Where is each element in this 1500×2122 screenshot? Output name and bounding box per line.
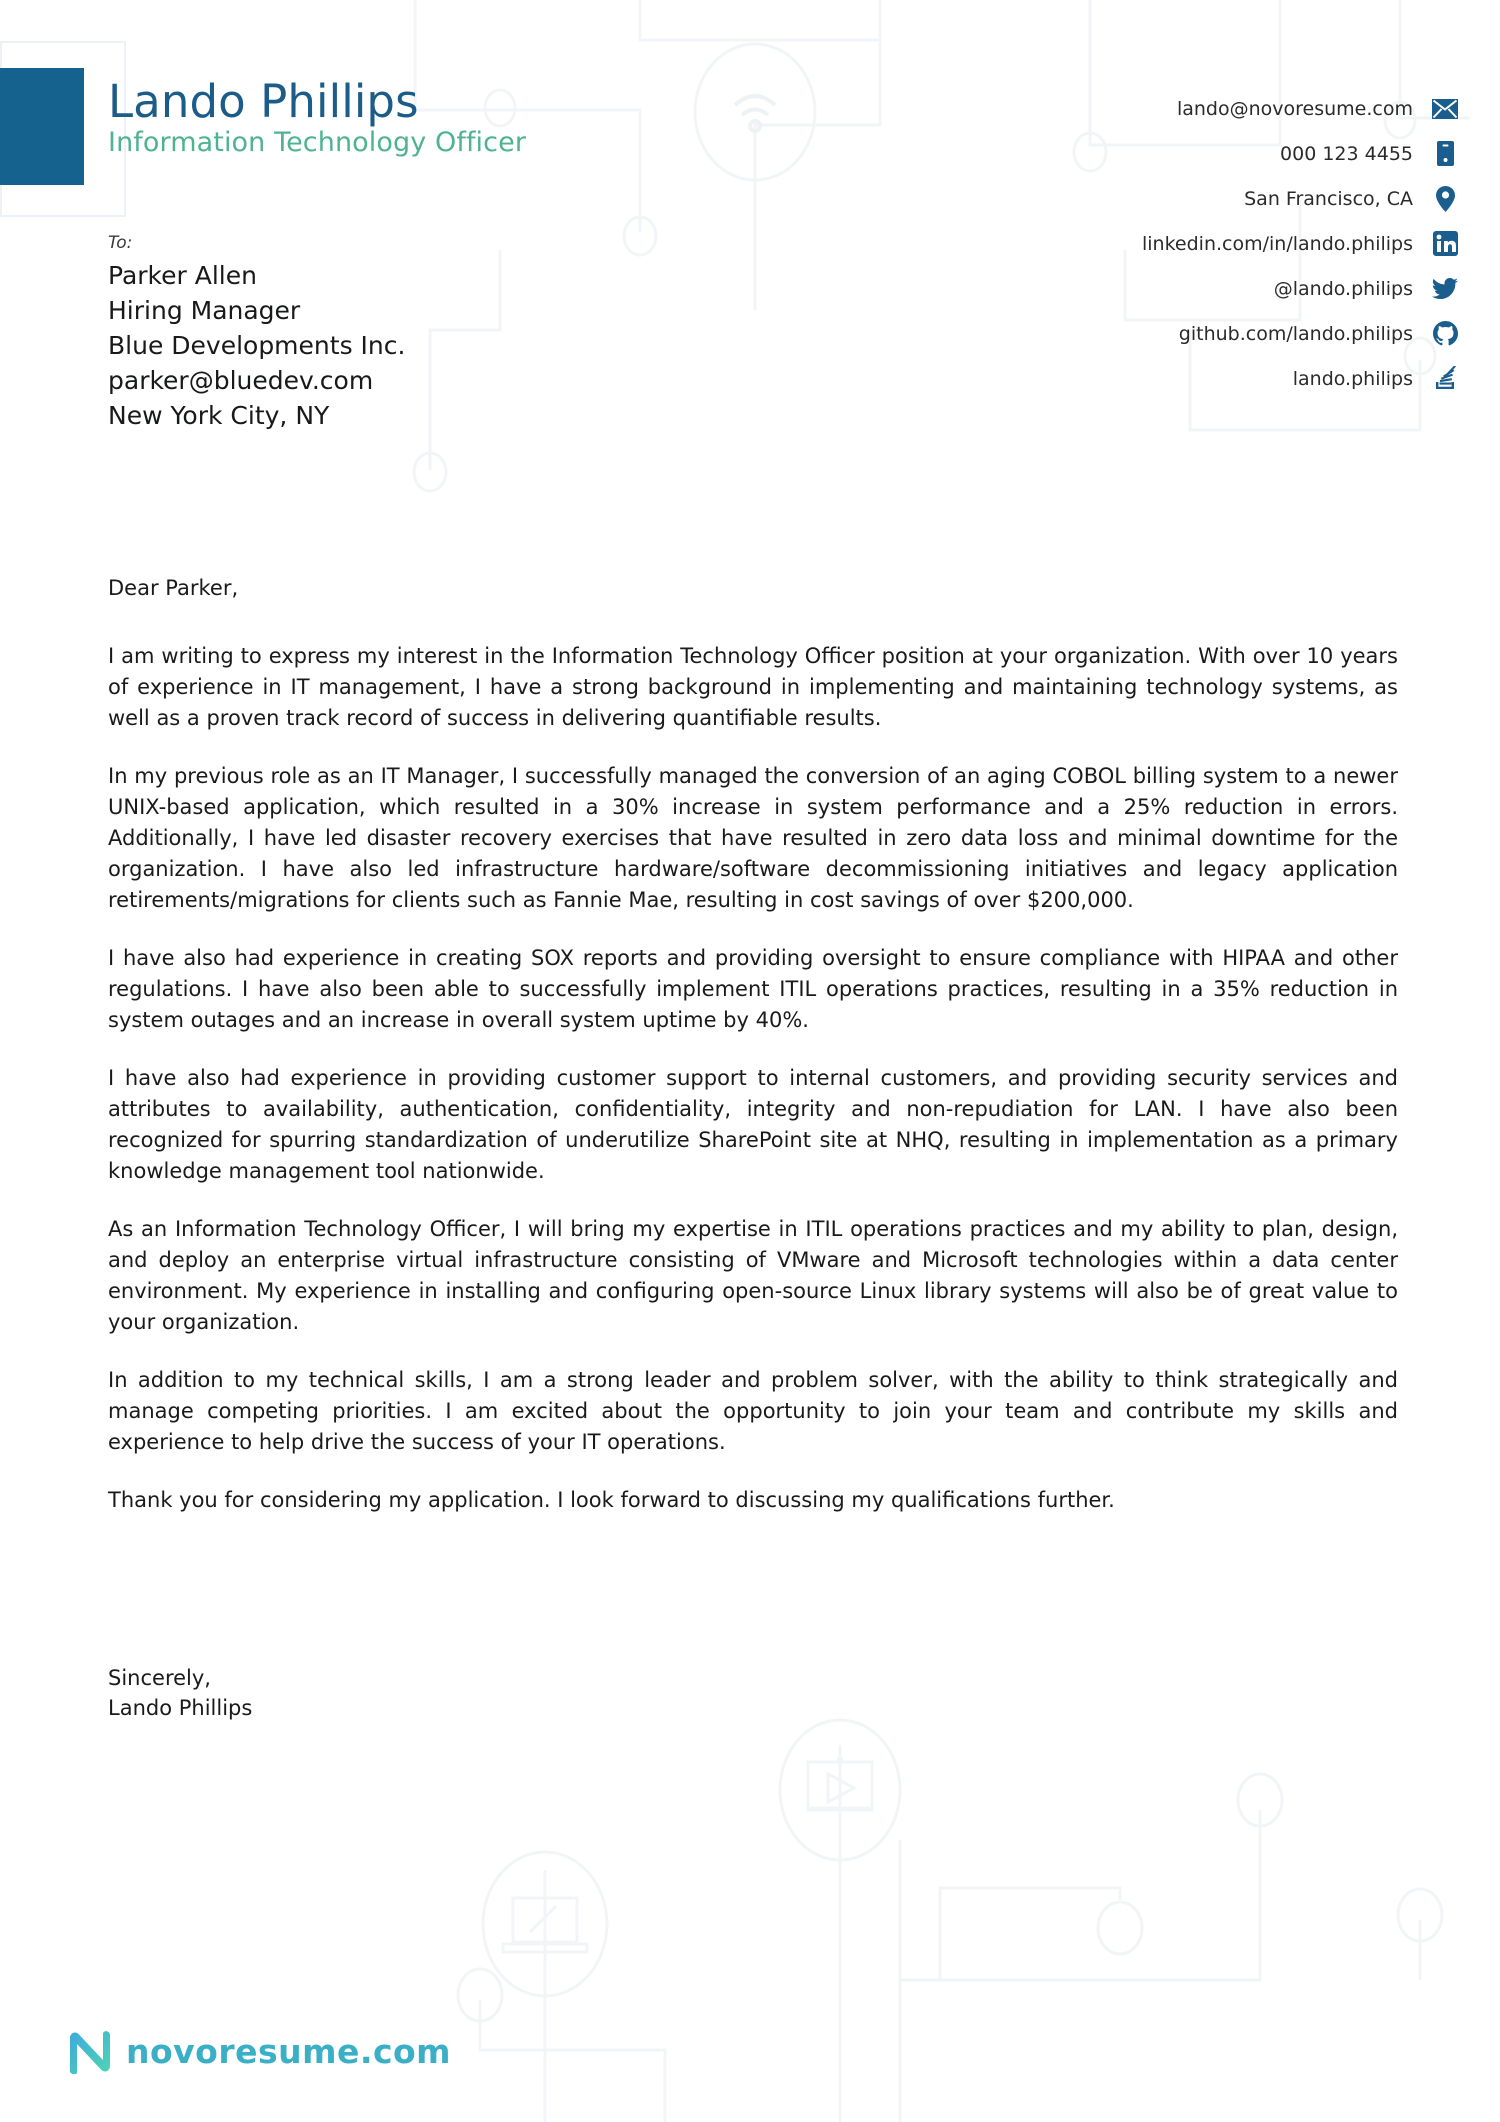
github-icon xyxy=(1432,321,1458,347)
contact-row-linkedin[interactable] xyxy=(1142,221,1458,266)
phone-icon xyxy=(1432,141,1458,167)
contact-row-location[interactable] xyxy=(1142,176,1458,221)
recipient-email: parker@bluedev.com xyxy=(108,366,374,395)
location-pin-icon xyxy=(1432,186,1458,212)
novoresume-logo[interactable] xyxy=(68,2030,451,2074)
body-paragraph-1: I am writing to express my interest in the Information Technology Officer position at your organization. With over 10 years of experience in IT management, I have a strong background in implementing and maintaining technology systems, as well as a proven track record of success in delivering quantifiable results. xyxy=(108,644,1398,730)
signature-name: Lando Phillips xyxy=(108,1696,253,1720)
contact-value-linkedin: linkedin.com/in/lando.philips xyxy=(1142,232,1413,255)
salutation: Dear Parker, xyxy=(108,576,239,600)
body-paragraph-6: In addition to my technical skills, I am a strong leader and problem solver, with the ability to think strategically and manage competing priorities. I am excited about the opportunity to join your team and contribute my skills and experience to help drive the success of your IT operations. xyxy=(108,1368,1398,1454)
contact-value-location: San Francisco, CA xyxy=(1244,187,1413,210)
contact-row-stackoverflow[interactable] xyxy=(1142,356,1458,401)
contact-value-email: lando@novoresume.com xyxy=(1176,97,1413,120)
linkedin-icon xyxy=(1432,231,1458,257)
contact-list xyxy=(1142,86,1458,401)
accent-blue-square xyxy=(0,68,84,185)
contact-value-stackoverflow: lando.philips xyxy=(1292,367,1413,390)
body-paragraph-4: I have also had experience in providing customer support to internal customers, and providing security services and attributes to availability, authentication, confidentiality, integrity and non-repudiation for LAN. I have also been recognized for spurring standardization of underutilize SharePoint site at NHQ, resulting in implementation as a primary knowledge management tool nationwide. xyxy=(108,1066,1398,1183)
recipient-name: Parker Allen xyxy=(108,261,257,290)
contact-row-twitter[interactable] xyxy=(1142,266,1458,311)
body-paragraph-2: In my previous role as an IT Manager, I successfully managed the conversion of an aging COBOL billing system to a newer UNIX-based application, which resulted in a 30% increase in system performance and a 25% reduction in errors. Additionally, I have led disaster recovery exercises that have resulted in zero data loss and minimal downtime for the organization. I have also led infrastructure hardware/software decommissioning initiatives and legacy application retirements/migrations for clients such as Fannie Mae, resulting in cost savings of over $200,000. xyxy=(108,764,1398,912)
envelope-icon xyxy=(1432,96,1458,122)
recipient-location: New York City, NY xyxy=(108,401,330,430)
closing-paragraph: Thank you for considering my application. I look forward to discussing my qualifications further. xyxy=(108,1488,1115,1512)
recipient-block xyxy=(108,232,405,433)
signoff-text: Sincerely, xyxy=(108,1666,211,1690)
body-paragraph-5: As an Information Technology Officer, I will bring my expertise in ITIL operations practices and my ability to plan, design, and deploy an enterprise virtual infrastructure consisting of VMware and Microsoft technologies within a data center environment. My experience in installing and configuring open-source Linux library systems will also be of great value to your organization. xyxy=(108,1217,1398,1334)
to-label: To: xyxy=(108,233,133,253)
stackoverflow-icon xyxy=(1432,366,1458,392)
contact-value-phone: 000 123 4455 xyxy=(1280,142,1413,165)
applicant-job-title: Information Technology Officer xyxy=(108,127,527,158)
contact-row-github[interactable] xyxy=(1142,311,1458,356)
letter-body xyxy=(108,573,1398,1543)
recipient-title: Hiring Manager xyxy=(108,296,301,325)
signoff-block xyxy=(108,1663,252,1723)
twitter-icon xyxy=(1432,276,1458,302)
contact-value-twitter: @lando.philips xyxy=(1273,277,1413,300)
recipient-company: Blue Developments Inc. xyxy=(108,331,406,360)
body-paragraph-3: I have also had experience in creating SOX reports and providing oversight to ensure compliance with HIPAA and other regulations. I have also been able to successfully implement ITIL operations practices, resulting in a 35% reduction in system outages and an increase in overall system uptime by 40%. xyxy=(108,946,1398,1032)
applicant-name: Lando Phillips xyxy=(108,75,419,128)
contact-row-phone[interactable] xyxy=(1142,131,1458,176)
contact-value-github: github.com/lando.philips xyxy=(1178,322,1413,345)
contact-row-email[interactable] xyxy=(1142,86,1458,131)
identity-block xyxy=(108,76,526,160)
novoresume-wordmark: novoresume.com xyxy=(126,2032,452,2071)
novoresume-mark-icon xyxy=(68,2030,114,2074)
